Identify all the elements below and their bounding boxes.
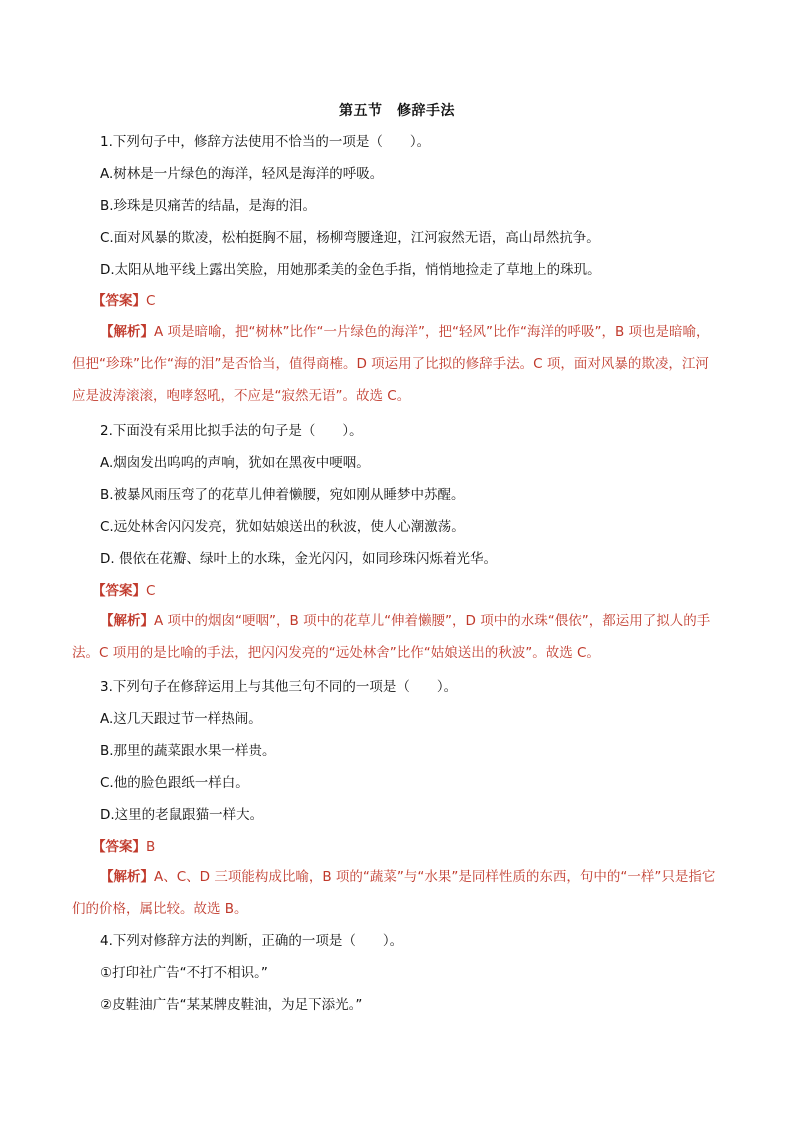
q2-answer — [92, 580, 155, 602]
q2-option-c: C.远处林舍闪闪发亮，犹如姑娘送出的秋波，使人心潮激荡。 — [100, 519, 465, 535]
section-title: 第五节 修辞手法 — [339, 103, 455, 119]
analysis-tag: 【解析】 — [100, 324, 154, 340]
q1-option-b: B.珍珠是贝痛苦的结晶，是海的泪。 — [100, 198, 317, 214]
q2-stem: 2.下面没有采用比拟手法的句子是（ ）。 — [100, 423, 363, 439]
q3-analysis — [72, 861, 722, 925]
q4-item-1: ①打印社广告“不打不相识。” — [100, 965, 268, 981]
answer-value: B — [146, 839, 156, 855]
q4-stem: 4.下列对修辞方法的判断，正确的一项是（ ）。 — [100, 933, 404, 949]
q2-option-d: D. 偎依在花瓣、绿叶上的水珠，金光闪闪，如同珍珠闪烁着光华。 — [100, 551, 497, 567]
analysis-text: A 项中的烟囱“哽咽”，B 项中的花草儿“伸着懒腰”，D 项中的水珠“偎依”，都运用了拟人的手法。C 项用的是比喻的手法，把闪闪发亮的“远处林舍”比作“姑娘送出的秋波”。故选 C。 — [72, 613, 711, 661]
q3-answer — [92, 836, 155, 858]
q3-option-d: D.这里的老鼠跟猫一样大。 — [100, 807, 264, 823]
answer-tag: 【答案】 — [92, 293, 146, 309]
analysis-text: A、C、D 三项能构成比喻，B 项的“蔬菜”与“水果”是同样性质的东西，句中的“一样”只是指它们的价格，属比较。故选 B。 — [72, 869, 716, 917]
q3-option-a: A.这几天跟过节一样热闹。 — [100, 711, 262, 727]
q3-option-b: B.那里的蔬菜跟水果一样贵。 — [100, 743, 276, 759]
answer-value: C — [146, 293, 156, 309]
answer-tag: 【答案】 — [92, 839, 146, 855]
q4-item-2: ②皮鞋油广告“某某牌皮鞋油，为足下添光。” — [100, 997, 363, 1013]
q1-option-a: A.树林是一片绿色的海洋，轻风是海洋的呼吸。 — [100, 166, 384, 182]
q3-stem: 3.下列句子在修辞运用上与其他三句不同的一项是（ ）。 — [100, 679, 458, 695]
answer-value: C — [146, 583, 156, 599]
q2-option-b: B.被暴风雨压弯了的花草儿伸着懒腰，宛如刚从睡梦中苏醒。 — [100, 487, 465, 503]
analysis-tag: 【解析】 — [100, 613, 154, 629]
analysis-text: A 项是暗喻，把“树林”比作“一片绿色的海洋”，把“轻风”比作“海洋的呼吸”，B 项也是暗喻，但把“珍珠”比作“海的泪”是否恰当，值得商榷。D 项运用了比拟的修辞手法。C 项，面对风暴的欺凌，江河应是波涛滚滚，咆哮怒吼，不应是“寂然无语”。故选 C。 — [72, 324, 710, 404]
q1-answer — [92, 290, 155, 312]
q3-option-c: C.他的脸色跟纸一样白。 — [100, 775, 249, 791]
answer-tag: 【答案】 — [92, 583, 146, 599]
q1-stem: 1.下列句子中，修辞方法使用不恰当的一项是（ ）。 — [100, 134, 431, 150]
q2-analysis — [72, 605, 722, 669]
q1-analysis — [72, 316, 722, 412]
q2-option-a: A.烟囱发出呜呜的声响，犹如在黑夜中哽咽。 — [100, 455, 370, 471]
q1-option-c: C.面对风暴的欺凌，松柏挺胸不屈，杨柳弯腰逢迎，江河寂然无语，高山昂然抗争。 — [100, 230, 600, 246]
analysis-tag: 【解析】 — [100, 869, 154, 885]
q1-option-d: D.太阳从地平线上露出笑脸，用她那柔美的金色手指，悄悄地捡走了草地上的珠玑。 — [100, 262, 601, 278]
